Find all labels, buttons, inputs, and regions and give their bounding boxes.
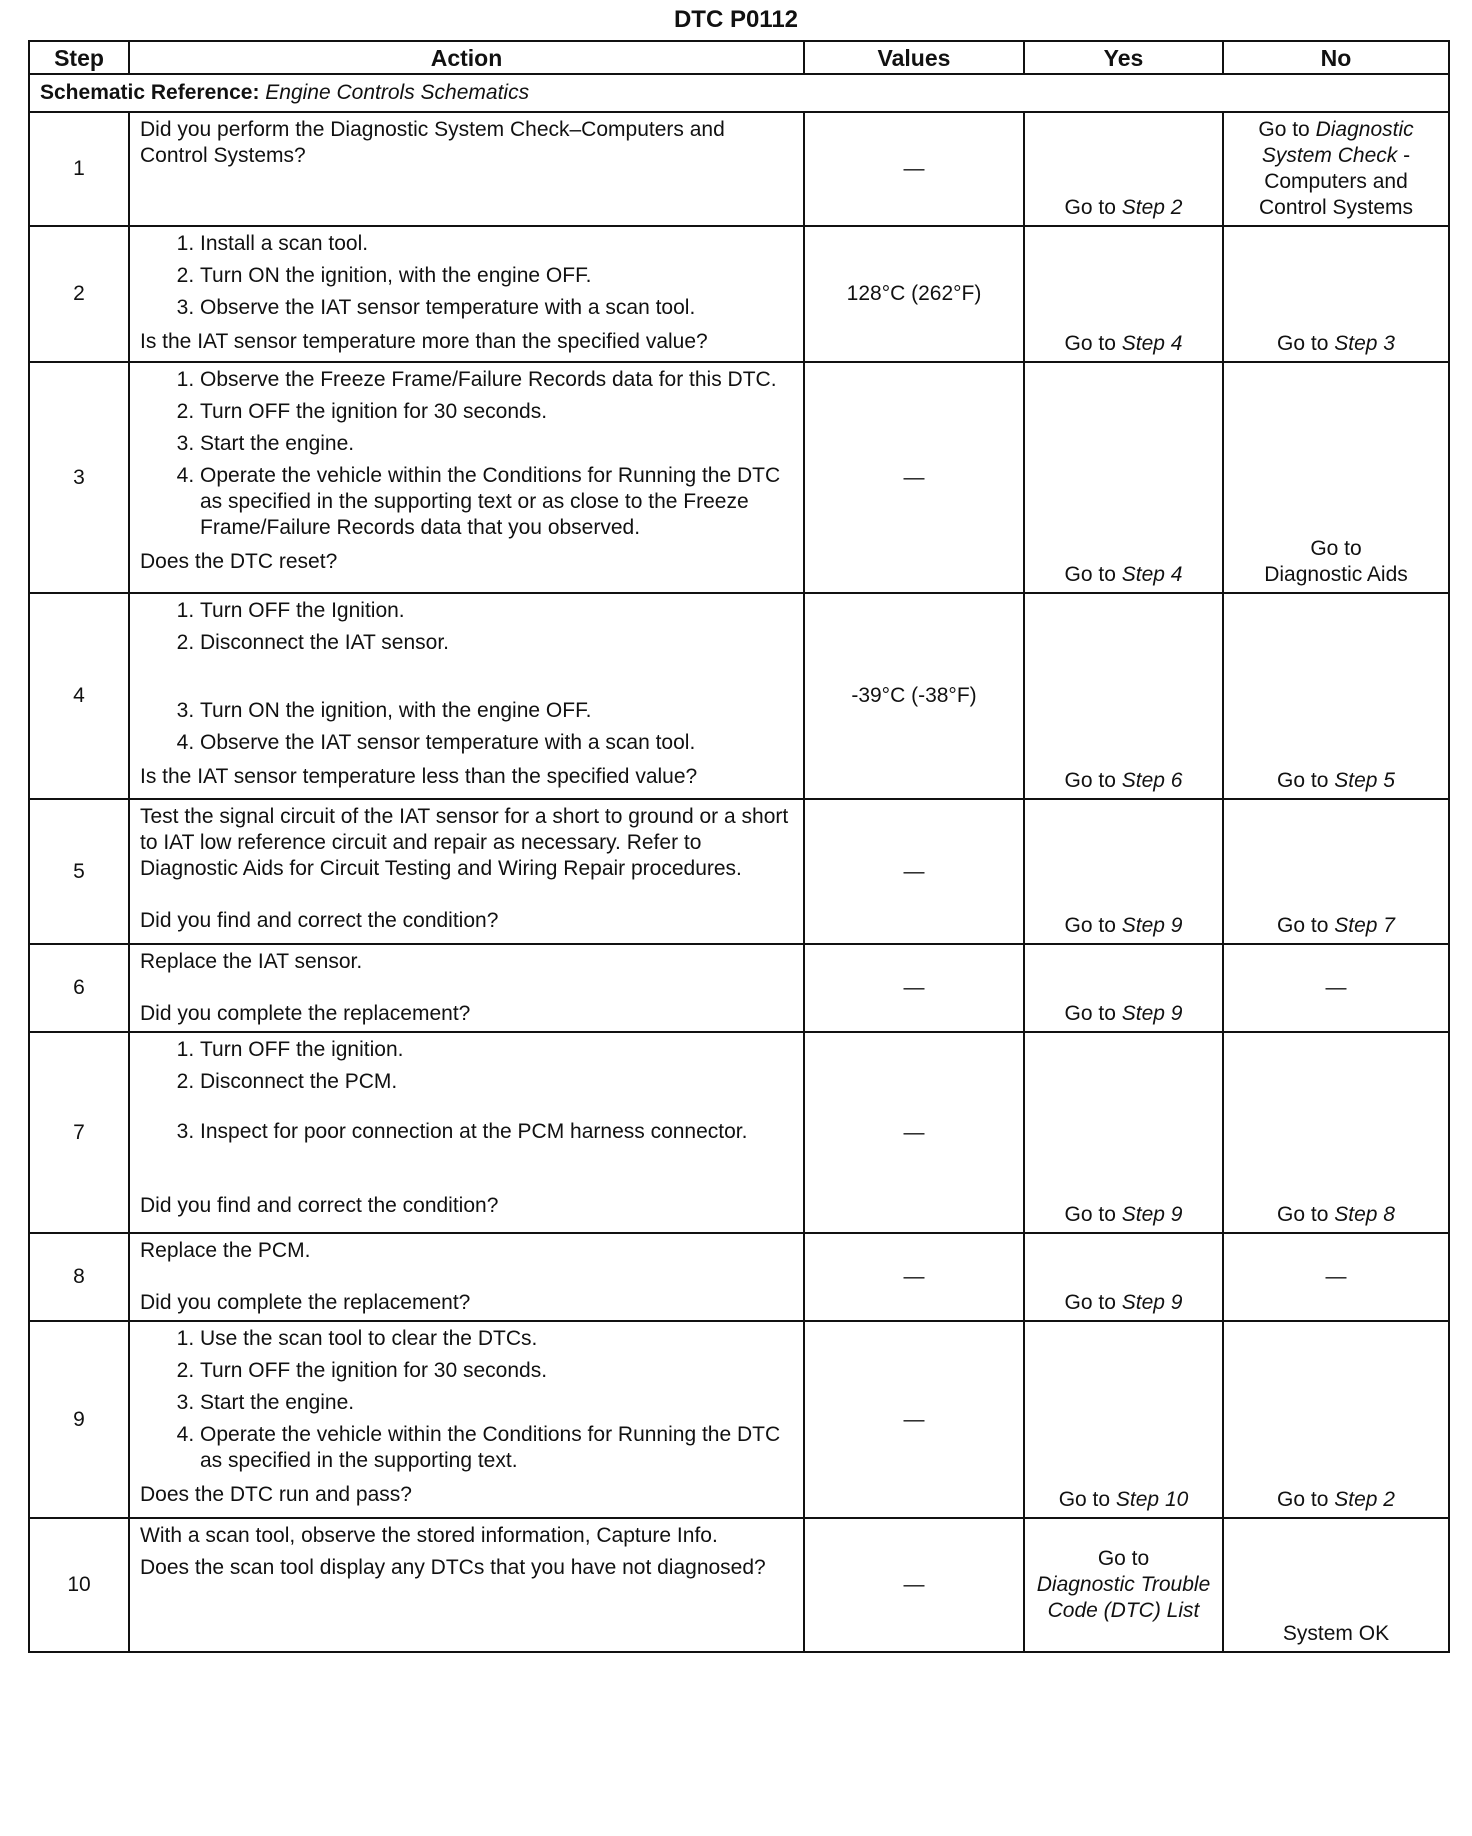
no-target: Step 2 [1334,1488,1395,1511]
action-intro: Replace the IAT sensor. [140,950,363,973]
yes-target: Step 6 [1121,769,1183,792]
yes-cell [1024,226,1223,362]
action-list [140,367,793,541]
yes-target: Diagnostic Trouble Code (DTC) List [1036,1573,1211,1622]
no-prefix: Go to [1277,769,1329,792]
no-target: Diagnostic Aids [1264,563,1408,586]
action-question: Is the IAT sensor temperature more than the specified value? [140,330,708,353]
table-row [29,799,1449,944]
values-cell: — [804,112,1024,226]
values-cell: 128°C (262°F) [804,226,1024,362]
yes-target: Step 9 [1121,1291,1183,1314]
step-number: 8 [29,1233,129,1321]
action-item: 2. Turn OFF the ignition for 30 seconds. [200,1358,793,1384]
yes-target: Step 9 [1121,1203,1183,1226]
no-cell: — [1223,1233,1449,1321]
action-item: 4. Operate the vehicle within the Conditions for Running the DTC as specified in the supporting text or as close to the Freeze Frame/Failure Records data that you observed. [200,463,793,541]
table-row [29,944,1449,1032]
action-item: 2. Disconnect the PCM. [200,1069,793,1095]
header-no: No [1223,41,1449,74]
table-row [29,1518,1449,1652]
action-list [140,1326,793,1474]
header-values: Values [804,41,1024,74]
values-cell: -39°C (-38°F) [804,593,1024,799]
yes-cell [1024,112,1223,226]
action-item: 1. Observe the Freeze Frame/Failure Records data for this DTC. [200,367,793,393]
schematic-value: Engine Controls Schematics [265,81,530,104]
no-target: Step 5 [1334,769,1395,792]
action-question: Is the IAT sensor temperature less than the specified value? [140,765,698,788]
step-number: 7 [29,1032,129,1233]
no-cell [1223,1321,1449,1518]
step-number: 2 [29,226,129,362]
values-cell: — [804,1233,1024,1321]
yes-target: Step 9 [1121,914,1183,937]
action-cell [129,1032,804,1233]
action-question: Did you find and correct the condition? [140,1194,499,1217]
values-cell: — [804,799,1024,944]
yes-cell [1024,1518,1223,1652]
no-target: Step 3 [1334,332,1395,355]
dtc-table [28,40,1450,1653]
no-cell [1223,362,1449,593]
values-cell: — [804,1321,1024,1518]
no-target: Step 7 [1334,914,1395,937]
yes-prefix: Go to [1064,769,1116,792]
action-intro: Replace the PCM. [140,1239,311,1262]
schematic-reference [29,74,1449,112]
yes-prefix: Go to [1097,1547,1150,1570]
action-item: 3. Start the engine. [200,1390,793,1416]
action-intro: Test the signal circuit of the IAT sensor for a short to ground or a short to IAT low reference circuit and repair as necessary. Refer to Diagnostic Aids for Circuit Testing and Wiring Repair procedures. [140,805,789,880]
header-row [29,41,1449,74]
step-number: 5 [29,799,129,944]
action-item: 2. Turn ON the ignition, with the engine OFF. [200,263,793,289]
step-number: 9 [29,1321,129,1518]
no-target: Diagnostic System Check [1261,118,1414,167]
action-item: 3. Observe the IAT sensor temperature with a scan tool. [200,295,793,321]
table-row [29,1032,1449,1233]
no-cell [1223,226,1449,362]
table-row [29,1321,1449,1518]
values-cell: — [804,362,1024,593]
schematic-row [29,74,1449,112]
table-row [29,593,1449,799]
action-cell [129,362,804,593]
action-item: 3. Start the engine. [200,431,793,457]
action-question: Does the DTC reset? [140,550,338,573]
table-row [29,362,1449,593]
no-prefix: Go to [1310,537,1362,560]
action-item: 1. Install a scan tool. [200,231,793,257]
yes-prefix: Go to [1064,332,1116,355]
action-item: 4. Observe the IAT sensor temperature with a scan tool. [200,730,793,756]
yes-cell [1024,593,1223,799]
action-item: 2. Turn OFF the ignition for 30 seconds. [200,399,793,425]
action-cell [129,112,804,226]
action-item: 3. Turn ON the ignition, with the engine OFF. [200,698,793,724]
action-list [140,231,793,321]
action-item: 3. Inspect for poor connection at the PCM harness connector. [200,1119,793,1145]
step-number: 6 [29,944,129,1032]
action-question: Did you complete the replacement? [140,1291,471,1314]
yes-cell [1024,362,1223,593]
no-prefix: Go to [1277,332,1329,355]
no-prefix: Go to [1277,1203,1329,1226]
no-cell: — [1223,944,1449,1032]
action-cell [129,226,804,362]
yes-cell [1024,799,1223,944]
values-cell: — [804,944,1024,1032]
table-row [29,112,1449,226]
no-cell: System OK [1223,1518,1449,1652]
no-cell [1223,593,1449,799]
yes-prefix: Go to [1064,563,1116,586]
values-cell: — [804,1032,1024,1233]
action-question: Did you find and correct the condition? [140,909,499,932]
action-cell [129,1321,804,1518]
action-cell [129,799,804,944]
table-row [29,1233,1449,1321]
no-suffix: - Computers and Control Systems [1258,144,1414,219]
action-item: 1. Turn OFF the Ignition. [200,598,793,624]
yes-prefix: Go to [1064,1291,1116,1314]
action-list [140,1037,793,1145]
no-target: Step 8 [1334,1203,1395,1226]
yes-prefix: Go to [1064,196,1116,219]
yes-prefix: Go to [1058,1488,1111,1511]
action-cell [129,593,804,799]
yes-cell [1024,1032,1223,1233]
action-list [140,598,793,756]
action-item: 1. Use the scan tool to clear the DTCs. [200,1326,793,1352]
no-cell [1223,112,1449,226]
yes-target: Step 4 [1121,563,1183,586]
action-cell [129,1518,804,1652]
action-intro: Did you perform the Diagnostic System Check–Computers and Control Systems? [140,118,725,167]
yes-cell [1024,1321,1223,1518]
yes-cell [1024,1233,1223,1321]
action-item: 2. Disconnect the IAT sensor. [200,630,793,656]
step-number: 10 [29,1518,129,1652]
no-prefix: Go to [1277,1488,1329,1511]
no-prefix: Go to [1277,914,1329,937]
yes-target: Step 10 [1115,1488,1189,1511]
yes-prefix: Go to [1064,914,1116,937]
yes-prefix: Go to [1064,1002,1116,1025]
action-cell [129,944,804,1032]
action-question: Does the scan tool display any DTCs that you have not diagnosed? [140,1556,766,1579]
action-item: 1. Turn OFF the ignition. [200,1037,793,1063]
action-cell [129,1233,804,1321]
header-action: Action [129,41,804,74]
yes-cell [1024,944,1223,1032]
action-item: 4. Operate the vehicle within the Conditions for Running the DTC as specified in the supporting text. [200,1422,793,1474]
yes-prefix: Go to [1064,1203,1116,1226]
page-title: DTC P0112 [673,6,799,33]
action-question: Did you complete the replacement? [140,1002,471,1025]
schematic-label: Schematic Reference: [40,81,260,104]
yes-target: Step 9 [1121,1002,1183,1025]
header-yes: Yes [1024,41,1223,74]
step-number: 4 [29,593,129,799]
values-cell: — [804,1518,1024,1652]
yes-target: Step 2 [1121,196,1183,219]
action-intro: With a scan tool, observe the stored information, Capture Info. [140,1524,718,1547]
no-cell [1223,799,1449,944]
no-cell [1223,1032,1449,1233]
table-row [29,226,1449,362]
step-number: 1 [29,112,129,226]
step-number: 3 [29,362,129,593]
no-prefix: Go to [1258,118,1310,141]
header-step: Step [29,41,129,74]
yes-target: Step 4 [1121,332,1183,355]
action-question: Does the DTC run and pass? [140,1483,412,1506]
